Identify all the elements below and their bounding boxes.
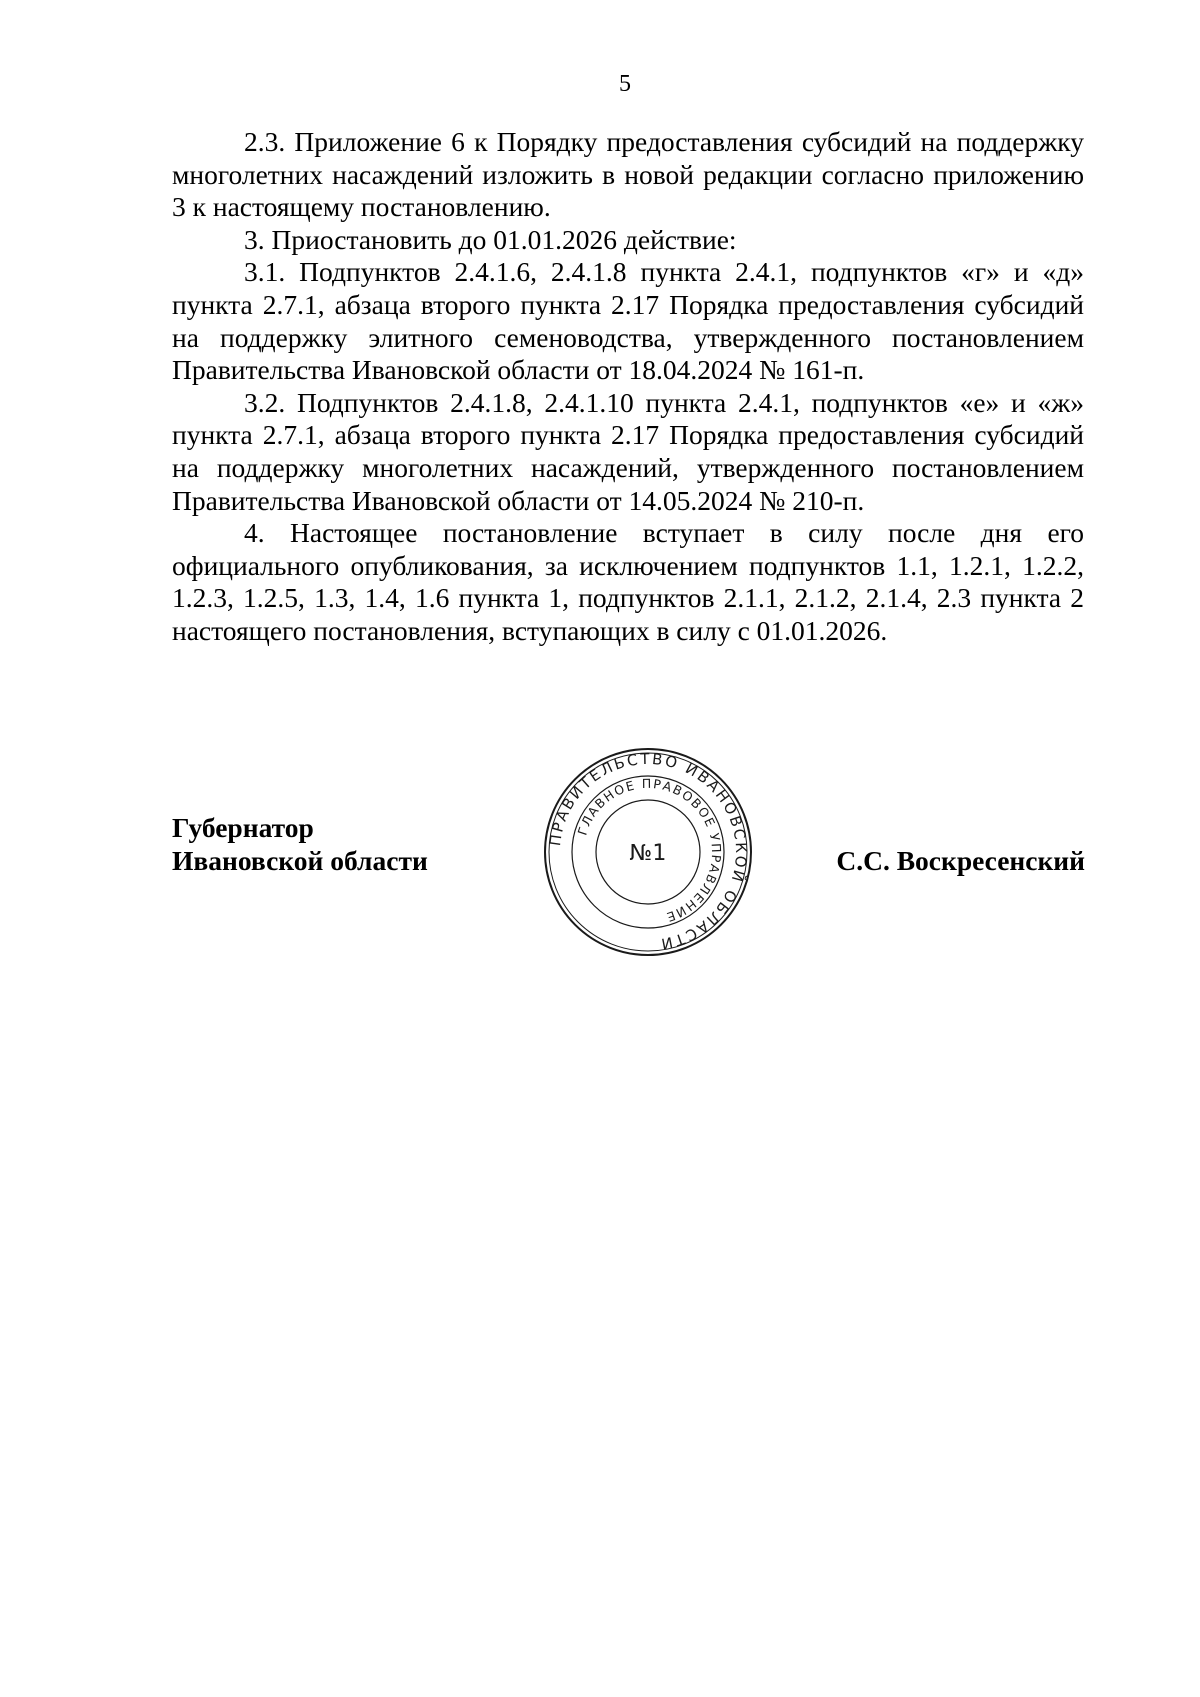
- document-body: [172, 126, 1084, 648]
- seal-graphic: [542, 746, 754, 958]
- signatory-title-line2: Ивановской области: [172, 844, 428, 876]
- paragraph-4: 4. Настоящее постановление вступает в силу после дня его официального опубликования, за исключением подпунктов 1.1, 1.2.1, 1.2.2, 1.2.3, 1.2.5, 1.3, 1.4, 1.6 пункта 1, подпунктов 2.1.1, 2.1.2, 2.1.4, 2.3 пункта 2 настоящего постановления, вступающих в силу с 01.01.2026.: [172, 517, 1084, 646]
- official-seal-stamp: [542, 746, 754, 958]
- paragraph-3: 3. Приостановить до 01.01.2026 действие:: [244, 223, 737, 255]
- signatory-title-line1: Губернатор: [172, 812, 314, 843]
- seal-center-number: №1: [629, 841, 667, 866]
- seal-outer-text: ПРАВИТЕЛЬСТВО ИВАНОВСКОЙ ОБЛАСТИ: [546, 749, 751, 954]
- paragraph-2-3: 2.3. Приложение 6 к Порядку предоставления субсидий на поддержку многолетних насаждений изложить в новой редакции согласно приложению 3 к настоящему постановлению.: [172, 126, 1084, 223]
- signatory-name: С.С. Воскресенский: [836, 845, 1085, 876]
- paragraph-3-2: 3.2. Подпунктов 2.4.1.8, 2.4.1.10 пункта 2.4.1, подпунктов «е» и «ж» пункта 2.7.1, абзаца второго пункта 2.17 Порядка предоставления субсидий на поддержку многолетних насаждений, утвержденного постановлением Правительства Ивановской области от 14.05.2024 № 210-п.: [172, 386, 1084, 516]
- paragraph-3-1: 3.1. Подпунктов 2.4.1.6, 2.4.1.8 пункта 2.4.1, подпунктов «г» и «д» пункта 2.7.1, абзаца второго пункта 2.17 Порядка предоставления субсидий на поддержку элитного семеноводства, утвержденного постановлением Правительства Ивановской области от 18.04.2024 № 161-п.: [172, 256, 1084, 386]
- page-number: 5: [619, 71, 631, 97]
- signatory-title: [172, 812, 428, 877]
- seal-inner-text: ГЛАВНОЕ ПРАВОВОЕ УПРАВЛЕНИЕ: [574, 775, 725, 926]
